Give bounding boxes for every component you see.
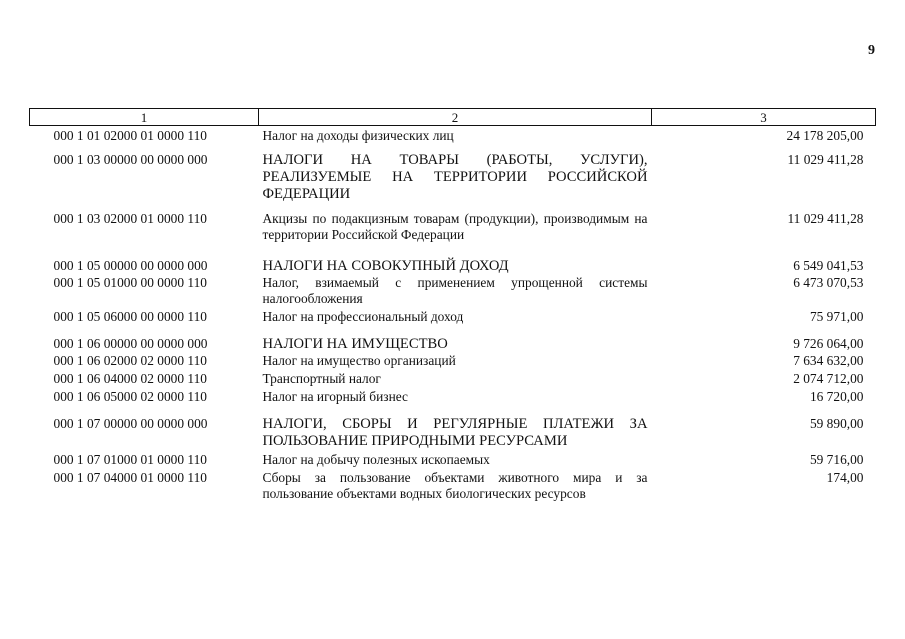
column-header-amount: 3 — [652, 109, 876, 126]
amount-cell: 174,00 — [826, 470, 864, 485]
budget-code-cell: 000 1 07 04000 01 0000 110 — [53, 470, 207, 485]
revenue-name-cell: Налог, взимаемый с применением упрощенной системы налогообложения — [262, 275, 648, 306]
amount-cell: 11 029 411,28 — [787, 211, 864, 226]
revenue-table — [29, 108, 876, 502]
revenue-name-cell: Налог на доходы физических лиц — [262, 128, 454, 143]
budget-code-cell: 000 1 07 01000 01 0000 110 — [53, 452, 207, 467]
amount-cell: 59 890,00 — [809, 416, 864, 431]
amount-cell: 6 473 070,53 — [793, 275, 864, 290]
amount-cell: 59 716,00 — [809, 452, 864, 467]
table-row — [30, 325, 876, 353]
table-row — [30, 450, 876, 468]
budget-code-cell: 000 1 05 00000 00 0000 000 — [53, 258, 208, 273]
table-row — [30, 405, 876, 450]
table-row — [30, 307, 876, 325]
table-row — [30, 126, 876, 145]
budget-code-cell: 000 1 06 02000 02 0000 110 — [53, 353, 207, 368]
revenue-name-cell: Сборы за пользование объектами животного мира и за пользование объектами водных биологических ресурсов — [262, 470, 648, 501]
column-header-name: 2 — [259, 109, 652, 126]
budget-code-cell: 000 1 06 04000 02 0000 110 — [53, 371, 207, 386]
revenue-name-cell: Акцизы по подакцизным товарам (продукции), производимым на территории Российской Федерации — [262, 211, 648, 242]
amount-cell: 75 971,00 — [809, 309, 864, 324]
budget-code-cell: 000 1 07 00000 00 0000 000 — [53, 416, 208, 431]
amount-cell: 24 178 205,00 — [786, 128, 864, 143]
table-row — [30, 387, 876, 405]
budget-code-cell: 000 1 03 02000 01 0000 110 — [53, 211, 207, 226]
table-row — [30, 369, 876, 387]
revenue-name-cell: НАЛОГИ НА ИМУЩЕСТВО — [262, 336, 448, 352]
table-row — [30, 203, 876, 243]
budget-code-cell: 000 1 05 01000 00 0000 110 — [53, 275, 207, 290]
header-row — [30, 109, 876, 126]
revenue-name-cell: НАЛОГИ, СБОРЫ И РЕГУЛЯРНЫЕ ПЛАТЕЖИ ЗА ПОЛЬЗОВАНИЕ ПРИРОДНЫМИ РЕСУРСАМИ — [262, 416, 648, 449]
budget-code-cell: 000 1 03 00000 00 0000 000 — [53, 152, 208, 167]
table-header — [30, 109, 876, 126]
table-row — [30, 468, 876, 502]
table-row — [30, 353, 876, 369]
revenue-name-cell: НАЛОГИ НА ТОВАРЫ (РАБОТЫ, УСЛУГИ), РЕАЛИЗУЕМЫЕ НА ТЕРРИТОРИИ РОССИЙСКОЙ ФЕДЕРАЦИИ — [262, 152, 648, 202]
amount-cell: 11 029 411,28 — [787, 152, 864, 167]
amount-cell: 9 726 064,00 — [793, 336, 864, 351]
revenue-name-cell: Транспортный налог — [262, 371, 381, 386]
table-row — [30, 243, 876, 275]
amount-cell: 7 634 632,00 — [793, 353, 864, 368]
amount-cell: 2 074 712,00 — [793, 371, 864, 386]
revenue-table-container — [29, 108, 875, 502]
table-body — [30, 126, 876, 503]
table-row — [30, 144, 876, 203]
budget-code-cell: 000 1 01 02000 01 0000 110 — [53, 128, 207, 143]
budget-code-cell: 000 1 06 05000 02 0000 110 — [53, 389, 207, 404]
revenue-name-cell: НАЛОГИ НА СОВОКУПНЫЙ ДОХОД — [262, 258, 509, 274]
amount-cell: 16 720,00 — [809, 389, 864, 404]
amount-cell: 6 549 041,53 — [793, 258, 864, 273]
revenue-name-cell: Налог на профессиональный доход — [262, 309, 464, 324]
table-row — [30, 275, 876, 307]
budget-code-cell: 000 1 06 00000 00 0000 000 — [53, 336, 208, 351]
column-header-code: 1 — [30, 109, 259, 126]
page-number: 9 — [868, 43, 875, 58]
revenue-name-cell: Налог на игорный бизнес — [262, 389, 408, 404]
budget-code-cell: 000 1 05 06000 00 0000 110 — [53, 309, 207, 324]
revenue-name-cell: Налог на имущество организаций — [262, 353, 456, 368]
revenue-name-cell: Налог на добычу полезных ископаемых — [262, 452, 490, 467]
